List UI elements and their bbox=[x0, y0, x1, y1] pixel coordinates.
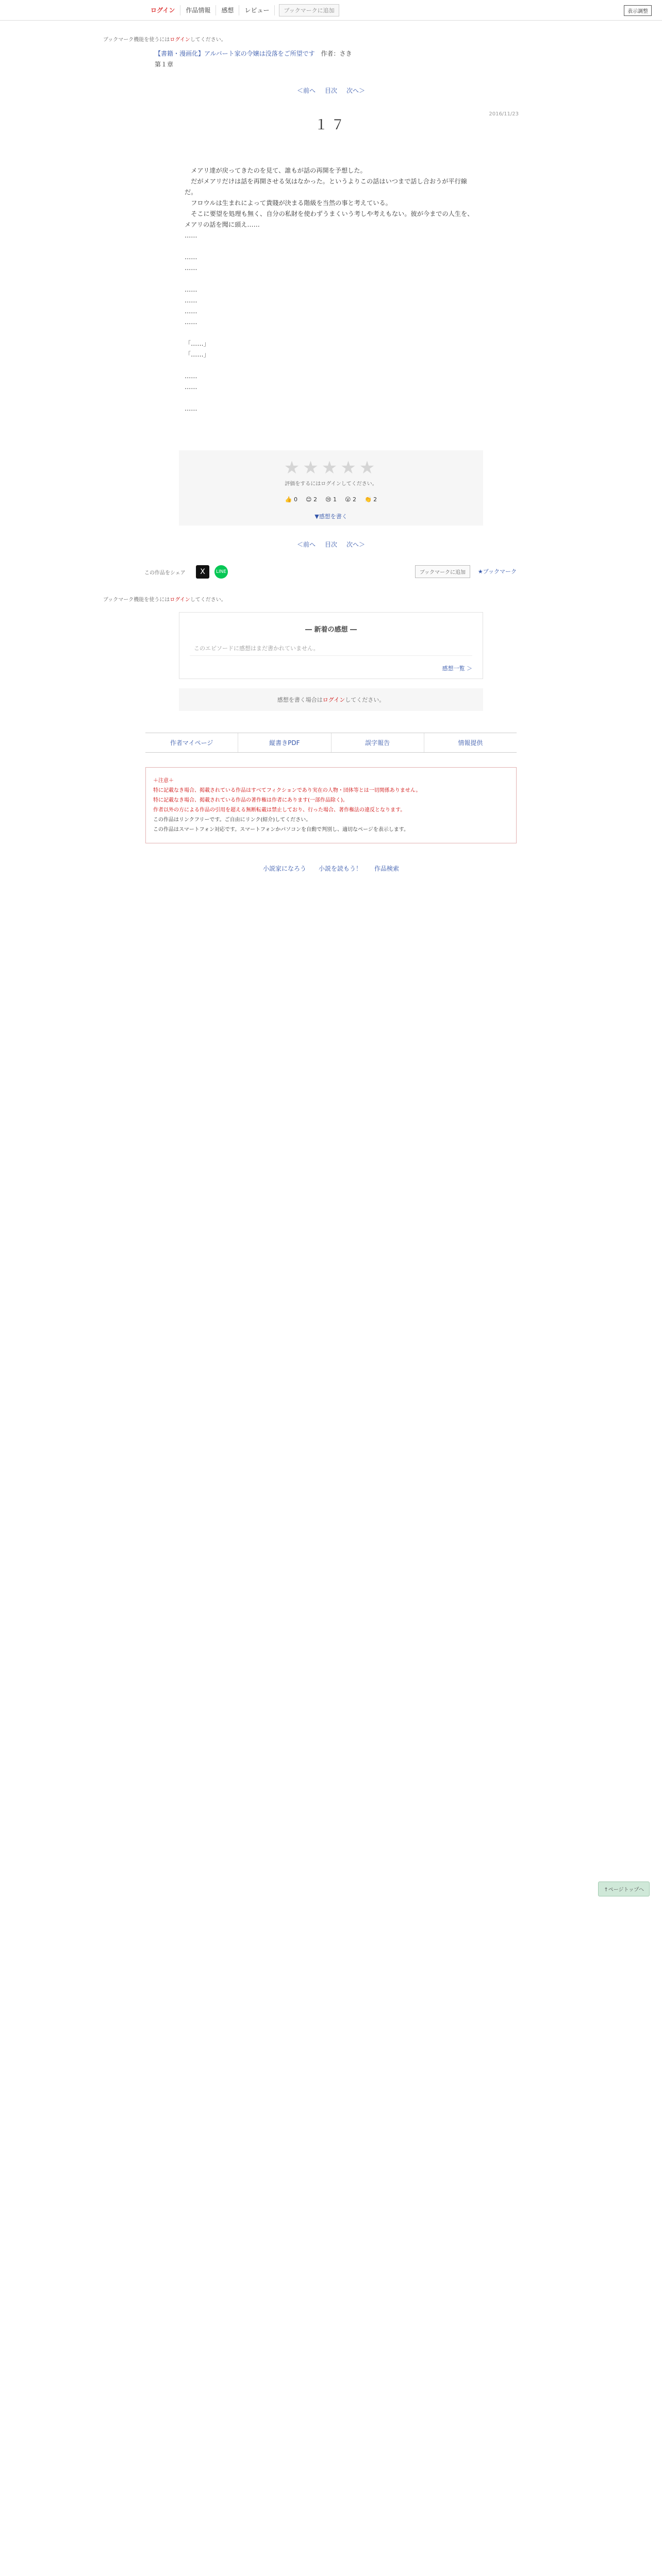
body-paragraph: …… bbox=[185, 383, 197, 391]
body-paragraph: フロウルは生まれによって貴賤が決まる階級を当然の事と考えている。 bbox=[185, 199, 392, 207]
top-pager bbox=[0, 86, 662, 95]
site-footer bbox=[0, 864, 662, 893]
next-episode-link-bottom[interactable]: 次へ＞ bbox=[346, 541, 366, 548]
index-link-bottom[interactable]: 目次 bbox=[324, 541, 337, 548]
footer-link-site[interactable]: 小説家になろう bbox=[262, 865, 306, 872]
caution-box bbox=[145, 767, 517, 843]
bookmark-notice-bottom bbox=[0, 583, 662, 603]
author-name[interactable]: 作者：さき bbox=[321, 50, 352, 57]
reaction-good[interactable]: 👍 0 bbox=[285, 496, 298, 503]
write-impression-link[interactable]: ▼感想を書く bbox=[315, 513, 347, 520]
nav-work-info[interactable]: 作品情報 bbox=[180, 5, 216, 15]
typo-report-link[interactable]: 誤字報告 bbox=[332, 733, 424, 752]
bookmark-notice bbox=[0, 21, 662, 43]
caution-line: 特に記載なき場合、掲載されている作品の著作権は作者にあります(一部作品除く)。 bbox=[153, 798, 348, 803]
body-paragraph bbox=[185, 328, 477, 338]
prev-episode-link[interactable]: ＜前へ bbox=[296, 87, 316, 94]
notice2-text-end: してください。 bbox=[190, 597, 226, 603]
nav-impressions[interactable]: 感想 bbox=[216, 5, 239, 15]
caution-line: この作品はスマートフォン対応です。スマートフォンかパソコンを自動で判別し、適切なページを表示します。 bbox=[153, 827, 409, 833]
body-paragraph bbox=[185, 360, 477, 371]
body-paragraph: …… bbox=[185, 286, 197, 293]
share-label: この作品をシェア bbox=[144, 570, 186, 576]
notice2-text: ブックマーク機能を使うには bbox=[103, 597, 170, 603]
body-paragraph bbox=[185, 274, 477, 284]
episode-body bbox=[185, 165, 477, 414]
add-bookmark-button[interactable]: ブックマークに追加 bbox=[279, 4, 339, 16]
post-date: 2016/11/23 bbox=[489, 111, 519, 117]
add-bookmark-button-bottom[interactable]: ブックマークに追加 bbox=[415, 565, 470, 578]
chapter-label: 第１章 bbox=[155, 61, 174, 68]
bottom-pager bbox=[0, 540, 662, 549]
login-link-bottom[interactable]: ログイン bbox=[170, 597, 190, 603]
notice-text: ブックマーク機能を使うには bbox=[103, 37, 170, 43]
footer-links bbox=[145, 733, 517, 753]
body-paragraph: …… bbox=[185, 405, 197, 412]
write-post: してください。 bbox=[345, 697, 385, 703]
login-link[interactable]: ログイン bbox=[170, 37, 190, 43]
impressions-list-link[interactable]: 感想一覧 ＞ bbox=[442, 665, 472, 672]
latest-impressions-box bbox=[179, 612, 483, 679]
reaction-row bbox=[179, 496, 483, 503]
body-paragraph: …… bbox=[185, 297, 197, 304]
reaction-smile[interactable]: 😊 2 bbox=[306, 496, 318, 503]
rating-stars[interactable]: ★★★★★ bbox=[284, 457, 378, 478]
body-paragraph: 「……」 bbox=[185, 340, 210, 347]
write-pre: 感想を書く場合は bbox=[277, 697, 323, 703]
x-share-icon[interactable]: X bbox=[196, 565, 209, 579]
episode-title: １７ bbox=[314, 117, 347, 133]
body-paragraph: …… bbox=[185, 372, 197, 380]
vertical-pdf-link[interactable]: 縦書きPDF bbox=[238, 733, 331, 752]
display-settings-button[interactable]: 表示調整 bbox=[624, 5, 652, 16]
reaction-sad[interactable]: 😢 1 bbox=[325, 496, 337, 503]
caution-line: この作品はリンクフリーです。ご自由にリンク(紹介)してください。 bbox=[153, 817, 311, 823]
series-title-link[interactable]: 【書籍・漫画化】アルバート家の令嬢は没落をご所望です bbox=[155, 50, 315, 57]
body-paragraph: …… bbox=[185, 308, 197, 315]
reaction-clap[interactable]: 👏 2 bbox=[364, 496, 377, 503]
bookmark-link[interactable]: ★ブックマーク bbox=[477, 568, 517, 575]
prev-episode-link-bottom[interactable]: ＜前へ bbox=[296, 541, 316, 548]
nav-login[interactable]: ログイン bbox=[145, 5, 180, 15]
series-header bbox=[155, 49, 662, 58]
body-paragraph: 「……」 bbox=[185, 351, 210, 358]
rating-note: 評価をするにはログインしてください。 bbox=[285, 481, 377, 487]
notice-text-end: してください。 bbox=[190, 37, 226, 43]
nav-reviews[interactable]: レビュー bbox=[239, 5, 275, 15]
rating-box bbox=[179, 450, 483, 526]
share-row bbox=[0, 562, 662, 583]
body-paragraph: …… bbox=[185, 264, 197, 272]
body-paragraph: …… bbox=[185, 232, 197, 239]
top-bar bbox=[0, 0, 662, 21]
author-mypage-link[interactable]: 作者マイページ bbox=[145, 733, 238, 752]
caution-title: ＋注意＋ bbox=[153, 778, 174, 784]
body-paragraph bbox=[185, 241, 477, 252]
page-top-button[interactable]: ↑ページトップへ bbox=[598, 1882, 650, 1896]
write-login-link[interactable]: ログイン bbox=[322, 697, 345, 703]
reaction-surprise[interactable]: 😮 2 bbox=[344, 496, 356, 503]
latest-impressions-header: ― 新着の感想 ― bbox=[305, 626, 357, 634]
body-paragraph: そこに要望を処理も無く、自分の私財を使わずうまくいう考しや考えもない。彼が今までの人生を、メアリの話を聞に頭え…… bbox=[185, 210, 474, 228]
body-paragraph bbox=[185, 393, 477, 403]
index-link[interactable]: 目次 bbox=[324, 87, 337, 94]
top-nav bbox=[145, 5, 275, 15]
body-paragraph: …… bbox=[185, 318, 197, 326]
next-episode-link[interactable]: 次へ＞ bbox=[346, 87, 366, 94]
body-paragraph: メアリ達が戻ってきたのを見て、誰もが話の再開を予想した。 bbox=[185, 167, 367, 174]
body-paragraph: だがメアリだけは話を再開させる気はなかった。というよりこの話はいつまで話し合おうが平行線だ。 bbox=[185, 178, 467, 196]
caution-line: 特に記載なき場合、掲載されている作品はすべてフィクションであり実在の人物・団体等とは一切関係ありません。 bbox=[153, 788, 421, 793]
no-impressions-text: このエピソードに感想はまだ書かれていません。 bbox=[190, 641, 472, 656]
footer-link-read[interactable]: 小説を読もう！ bbox=[318, 865, 362, 872]
line-share-icon[interactable]: LINE bbox=[214, 565, 228, 579]
info-provide-link[interactable]: 情報提供 bbox=[458, 739, 483, 747]
write-impression-box bbox=[179, 688, 483, 711]
footer-link-search[interactable]: 作品検索 bbox=[374, 865, 400, 872]
body-paragraph: …… bbox=[185, 253, 197, 261]
caution-line: 作者以外の方による作品の引用を超える無断転載は禁止しており、行った場合、著作権法の違反となります。 bbox=[153, 807, 406, 813]
